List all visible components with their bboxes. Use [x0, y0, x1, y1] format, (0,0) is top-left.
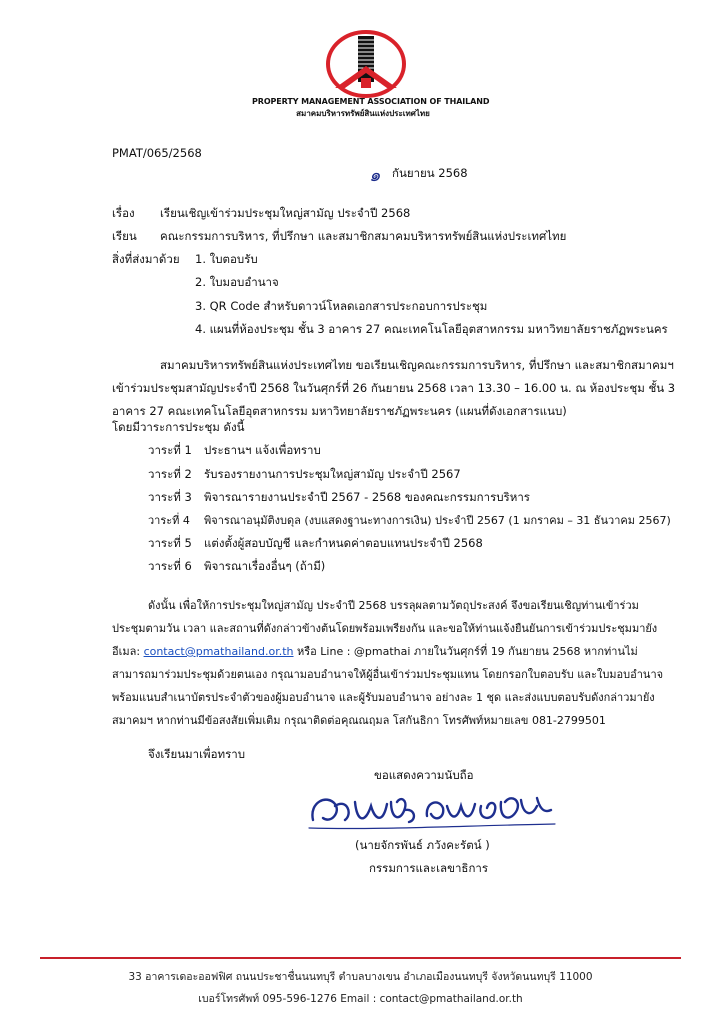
date-day-handwritten: ๑ — [369, 165, 381, 186]
subject-label: เรื่อง — [112, 206, 135, 220]
agenda-text: ประธานฯ แจ้งเพื่อทราบ — [204, 443, 321, 457]
body-paragraph-line: สมาคมฯ หากท่านมีข้อสงสัยเพิ่มเติม กรุณาติดต่อคุณณฤมล โสกันธิกา โทรศัพท์หมายเลข 081-2799501 — [112, 714, 606, 727]
signer-name: (นายจักรพันธ์ ภวังคะรัตน์ ) — [355, 838, 490, 852]
enclosures-label: สิ่งที่ส่งมาด้วย — [112, 252, 180, 266]
body-paragraph-line: เข้าร่วมประชุมสามัญประจำปี 2568 ในวันศุกร์ที่ 26 กันยายน 2568 เวลา 13.30 – 16.00 น. ณ ห้องประชุม ชั้น 3 — [112, 381, 676, 395]
body-paragraph-line: สามารถมาร่วมประชุมด้วยตนเอง กรุณามอบอำนาจให้ผู้อื่นเข้าร่วมประชุมแทน โดยกรอกใบตอบรับ และใบมอบอำนาจ — [112, 668, 664, 681]
salutation-label: เรียน — [112, 229, 137, 243]
footer-contact: เบอร์โทรศัพท์ 095-596-1276 Email : contact@pmathailand.or.th — [198, 993, 523, 1005]
agenda-text: พิจารณาอนุมัติงบดุล (งบแสดงฐานะทางการเงิน) ประจำปี 2567 (1 มกราคม – 31 ธันวาคม 2567) — [204, 514, 671, 527]
body-paragraph-line: อาคาร 27 คณะเทคโนโลยีอุตสาหกรรม มหาวิทยาลัยราชภัฏพระนคร (แผนที่ดังเอกสารแนบ) — [112, 404, 567, 418]
email-link[interactable]: contact@pmathailand.or.th — [143, 645, 294, 658]
email-prefix: อีเมล: — [112, 645, 144, 658]
agenda-text: แต่งตั้งผู้สอบบัญชี และกำหนดค่าตอบแทนประจำปี 2568 — [204, 536, 483, 550]
subject-text: เรียนเชิญเข้าร่วมประชุมใหญ่สามัญ ประจำปี 2568 — [160, 206, 411, 220]
body-paragraph-line — [112, 644, 638, 659]
enclosure-item: 1. ใบตอบรับ — [195, 252, 258, 266]
org-name-english: PROPERTY MANAGEMENT ASSOCIATION OF THAILAND — [252, 97, 490, 106]
agenda-label: วาระที่ 3 — [148, 490, 192, 504]
agenda-intro: โดยมีวาระการประชุม ดังนี้ — [112, 420, 245, 434]
agenda-text: รับรองรายงานการประชุมใหญ่สามัญ ประจำปี 2567 — [204, 467, 461, 481]
body-paragraph-line: พร้อมแนบสำเนาบัตรประจำตัวของผู้มอบอำนาจ และผู้รับมอบอำนาจ อย่างละ 1 ชุด และส่งแบบตอบรับดังกล่าวมายัง — [112, 691, 655, 704]
line-contact-text: หรือ Line : @pmathai ภายในวันศุกร์ที่ 19 กันยายน 2568 หากท่านไม่ — [293, 645, 638, 658]
enclosure-item: 3. QR Code สำหรับดาวน์โหลดเอกสารประกอบการประชุม — [195, 299, 488, 313]
salutation-text: คณะกรรมการบริหาร, ที่ปรึกษา และสมาชิกสมาคมบริหารทรัพย์สินแห่งประเทศไทย — [160, 229, 567, 243]
date-month-year: กันยายน 2568 — [392, 166, 468, 180]
enclosure-item: 2. ใบมอบอำนาจ — [195, 275, 279, 289]
agenda-label: วาระที่ 5 — [148, 536, 192, 550]
body-paragraph-line: สมาคมบริหารทรัพย์สินแห่งประเทศไทย ขอเรียนเชิญคณะกรรมการบริหาร, ที่ปรึกษา และสมาชิกสมาคมฯ — [160, 358, 674, 372]
footer-address: 33 อาคารเดอะออฟฟิศ ถนนประชาชื่นนนทบุรี ตำบลบางเขน อำเภอเมืองนนทบุรี จังหวัดนนทบุรี 11000 — [128, 971, 593, 983]
agenda-label: วาระที่ 2 — [148, 467, 192, 481]
agenda-text: พิจารณาเรื่องอื่นๆ (ถ้ามี) — [204, 559, 326, 573]
org-name-thai: สมาคมบริหารทรัพย์สินแห่งประเทศไทย — [296, 109, 430, 118]
body-paragraph-line: ประชุมตามวัน เวลา และสถานที่ดังกล่าวข้างต้นโดยพร้อมเพรียงกัน และขอให้ท่านแจ้งยืนยันการเข้าร่วมประชุมมายัง — [112, 622, 658, 635]
agenda-label: วาระที่ 1 — [148, 443, 192, 457]
regards-text: ขอแสดงความนับถือ — [374, 768, 474, 782]
handwritten-signature — [305, 780, 565, 844]
signer-title: กรรมการและเลขาธิการ — [369, 861, 489, 875]
body-paragraph-line: ดังนั้น เพื่อให้การประชุมใหญ่สามัญ ประจำปี 2568 บรรลุผลตามวัตถุประสงค์ จึงขอเรียนเชิญท่านเข้าร่วม — [148, 599, 639, 612]
association-logo — [325, 28, 407, 98]
agenda-label: วาระที่ 6 — [148, 559, 192, 573]
closing-text: จึงเรียนมาเพื่อทราบ — [148, 747, 246, 761]
enclosure-item: 4. แผนที่ห้องประชุม ชั้น 3 อาคาร 27 คณะเทคโนโลยีอุตสาหกรรม มหาวิทยาลัยราชภัฏพระนคร — [195, 322, 668, 336]
agenda-label: วาระที่ 4 — [148, 514, 190, 527]
footer-divider — [40, 957, 681, 959]
reference-number: PMAT/065/2568 — [112, 146, 202, 160]
agenda-text: พิจารณารายงานประจำปี 2567 - 2568 ของคณะกรรมการบริหาร — [204, 490, 530, 504]
